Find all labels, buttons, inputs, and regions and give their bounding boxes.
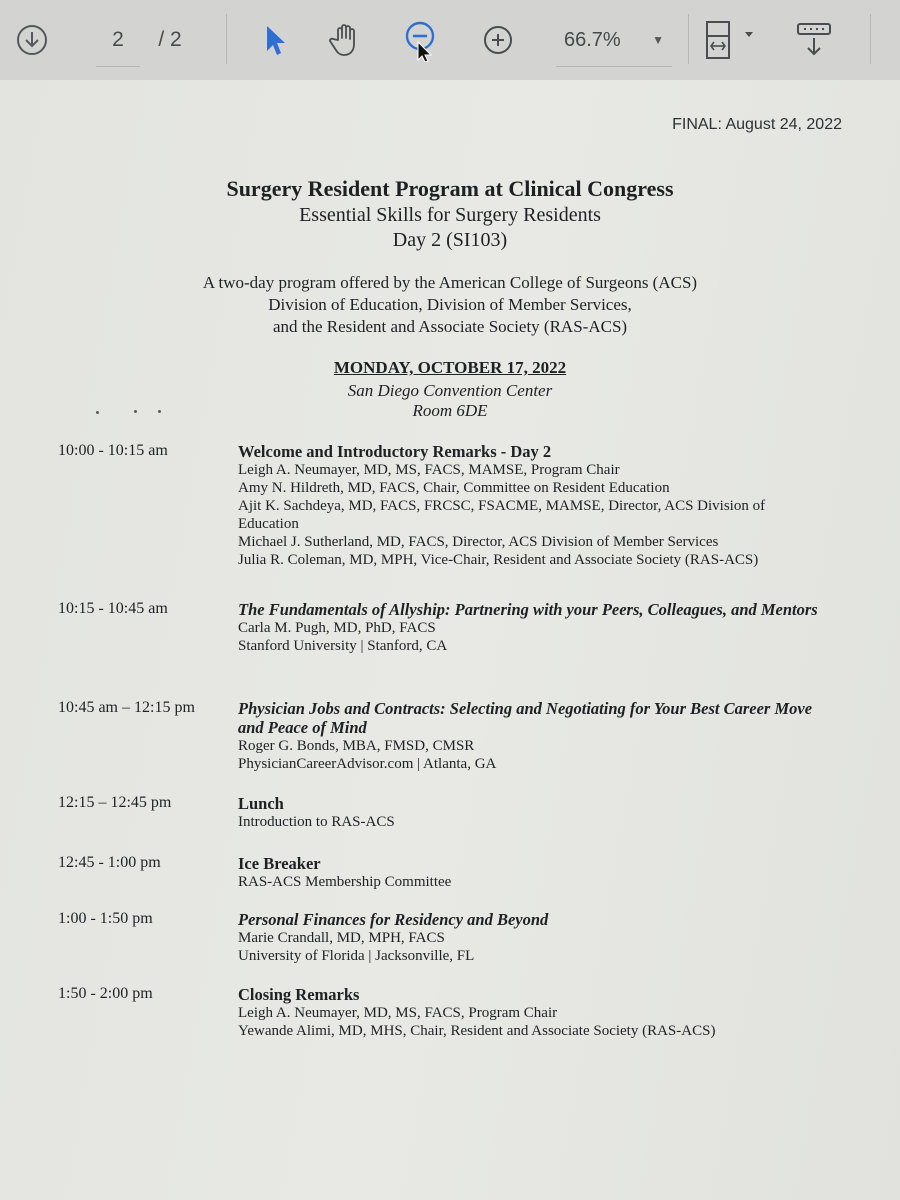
session-time: 1:00 - 1:50 pm (58, 910, 153, 927)
zoom-out-icon[interactable] (400, 20, 444, 60)
venue-line: Room 6DE (412, 401, 488, 420)
speck (158, 410, 161, 413)
person-line: Julia R. Coleman, MD, MPH, Vice-Chair, Resident and Associate Society (RAS-ACS) (238, 552, 759, 568)
session-people (238, 737, 838, 773)
session-title: The Fundamentals of Allyship: Partnering with your Peers, Colleagues, and Mentors (238, 600, 818, 619)
session-content (238, 794, 838, 831)
page-current: 2 (112, 28, 124, 51)
person-line: Marie Crandall, MD, MPH, FACS (238, 930, 445, 946)
page-total-label: / 2 (158, 28, 182, 51)
intro-line: Division of Education, Division of Member Services, (268, 295, 632, 314)
person-line: Leigh A. Neumayer, MD, MS, FACS, MAMSE, Program Chair (238, 462, 620, 478)
session-content (238, 699, 838, 773)
session-people (238, 813, 838, 831)
session-title: Personal Finances for Residency and Beyond (238, 910, 549, 929)
session-time: 10:00 - 10:15 am (58, 442, 168, 459)
person-line: Stanford University | Stanford, CA (238, 638, 448, 654)
zoom-level-select[interactable] (556, 20, 672, 67)
document-page (0, 80, 900, 1200)
person-line: Amy N. Hildreth, MD, FACS, Chair, Committee on Resident Education (238, 480, 670, 496)
event-date: MONDAY, OCTOBER 17, 2022 (333, 358, 567, 377)
session-content (238, 854, 838, 891)
person-line: PhysicianCareerAdvisor.com | Atlanta, GA (238, 756, 497, 772)
person-line: Ajit K. Sachdeya, MD, FACS, FRCSC, FSACME, MAMSE, Director, ACS Division of (238, 498, 766, 514)
session-title: Welcome and Introductory Remarks - Day 2 (238, 442, 552, 461)
person-line: Introduction to RAS-ACS (238, 814, 395, 830)
zoom-level-value: 66.7% (564, 28, 621, 51)
person-line: Carla M. Pugh, MD, PhD, FACS (238, 620, 436, 636)
person-line: Michael J. Sutherland, MD, FACS, Director, ACS Division of Member Services (238, 534, 719, 550)
session-time: 12:15 – 12:45 pm (58, 794, 172, 811)
session-time: 10:15 - 10:45 am (58, 600, 168, 617)
scroll-mode-icon[interactable] (792, 20, 836, 60)
toolbar-divider (226, 14, 227, 64)
event-venue (0, 381, 900, 421)
intro-line: A two-day program offered by the American College of Surgeons (ACS) (202, 273, 698, 292)
select-arrow-icon[interactable] (256, 20, 292, 60)
fit-page-icon[interactable] (700, 20, 762, 60)
hand-tool-icon[interactable] (326, 20, 366, 60)
session-time: 10:45 am – 12:15 pm (58, 699, 195, 716)
session-content (238, 910, 838, 965)
chevron-down-icon: ▼ (652, 33, 664, 47)
person-line: Education (238, 516, 299, 532)
person-line: RAS-ACS Membership Committee (238, 874, 452, 890)
page-total (150, 20, 190, 60)
page-number-input[interactable] (96, 20, 140, 67)
venue-line: San Diego Convention Center (347, 381, 553, 400)
program-day: Day 2 (SI103) (392, 229, 508, 251)
pdf-toolbar (0, 0, 900, 81)
toolbar-divider (688, 14, 689, 64)
session-title: Ice Breaker (238, 854, 321, 873)
session-time: 12:45 - 1:00 pm (58, 854, 161, 871)
download-icon[interactable] (12, 20, 52, 60)
zoom-in-icon[interactable] (478, 20, 518, 60)
person-line: Leigh A. Neumayer, MD, MS, FACS, Program Chair (238, 1005, 558, 1021)
session-people (238, 1004, 838, 1040)
session-title: Physician Jobs and Contracts: Selecting and Negotiating for Your Best Career Move and Peace of Mind (238, 699, 813, 737)
person-line: University of Florida | Jacksonville, FL (238, 948, 475, 964)
session-title: Lunch (238, 794, 284, 813)
program-intro (0, 272, 900, 338)
person-line: Roger G. Bonds, MBA, FMSD, CMSR (238, 738, 475, 754)
session-content (238, 985, 838, 1040)
session-people (238, 929, 838, 965)
final-date: FINAL: August 24, 2022 (672, 116, 842, 133)
program-title: Surgery Resident Program at Clinical Congress (226, 176, 674, 201)
session-people (238, 461, 838, 569)
session-people (238, 619, 838, 655)
person-line: Yewande Alimi, MD, MHS, Chair, Resident and Associate Society (RAS-ACS) (238, 1023, 716, 1039)
speck (134, 410, 137, 413)
toolbar-divider (870, 14, 871, 64)
program-subtitle: Essential Skills for Surgery Residents (299, 204, 601, 226)
session-content (238, 600, 838, 655)
session-people (238, 873, 838, 891)
session-time: 1:50 - 2:00 pm (58, 985, 153, 1002)
session-title: Closing Remarks (238, 985, 360, 1004)
speck (96, 411, 99, 414)
intro-line: and the Resident and Associate Society (RAS-ACS) (272, 317, 628, 336)
session-content (238, 442, 838, 569)
